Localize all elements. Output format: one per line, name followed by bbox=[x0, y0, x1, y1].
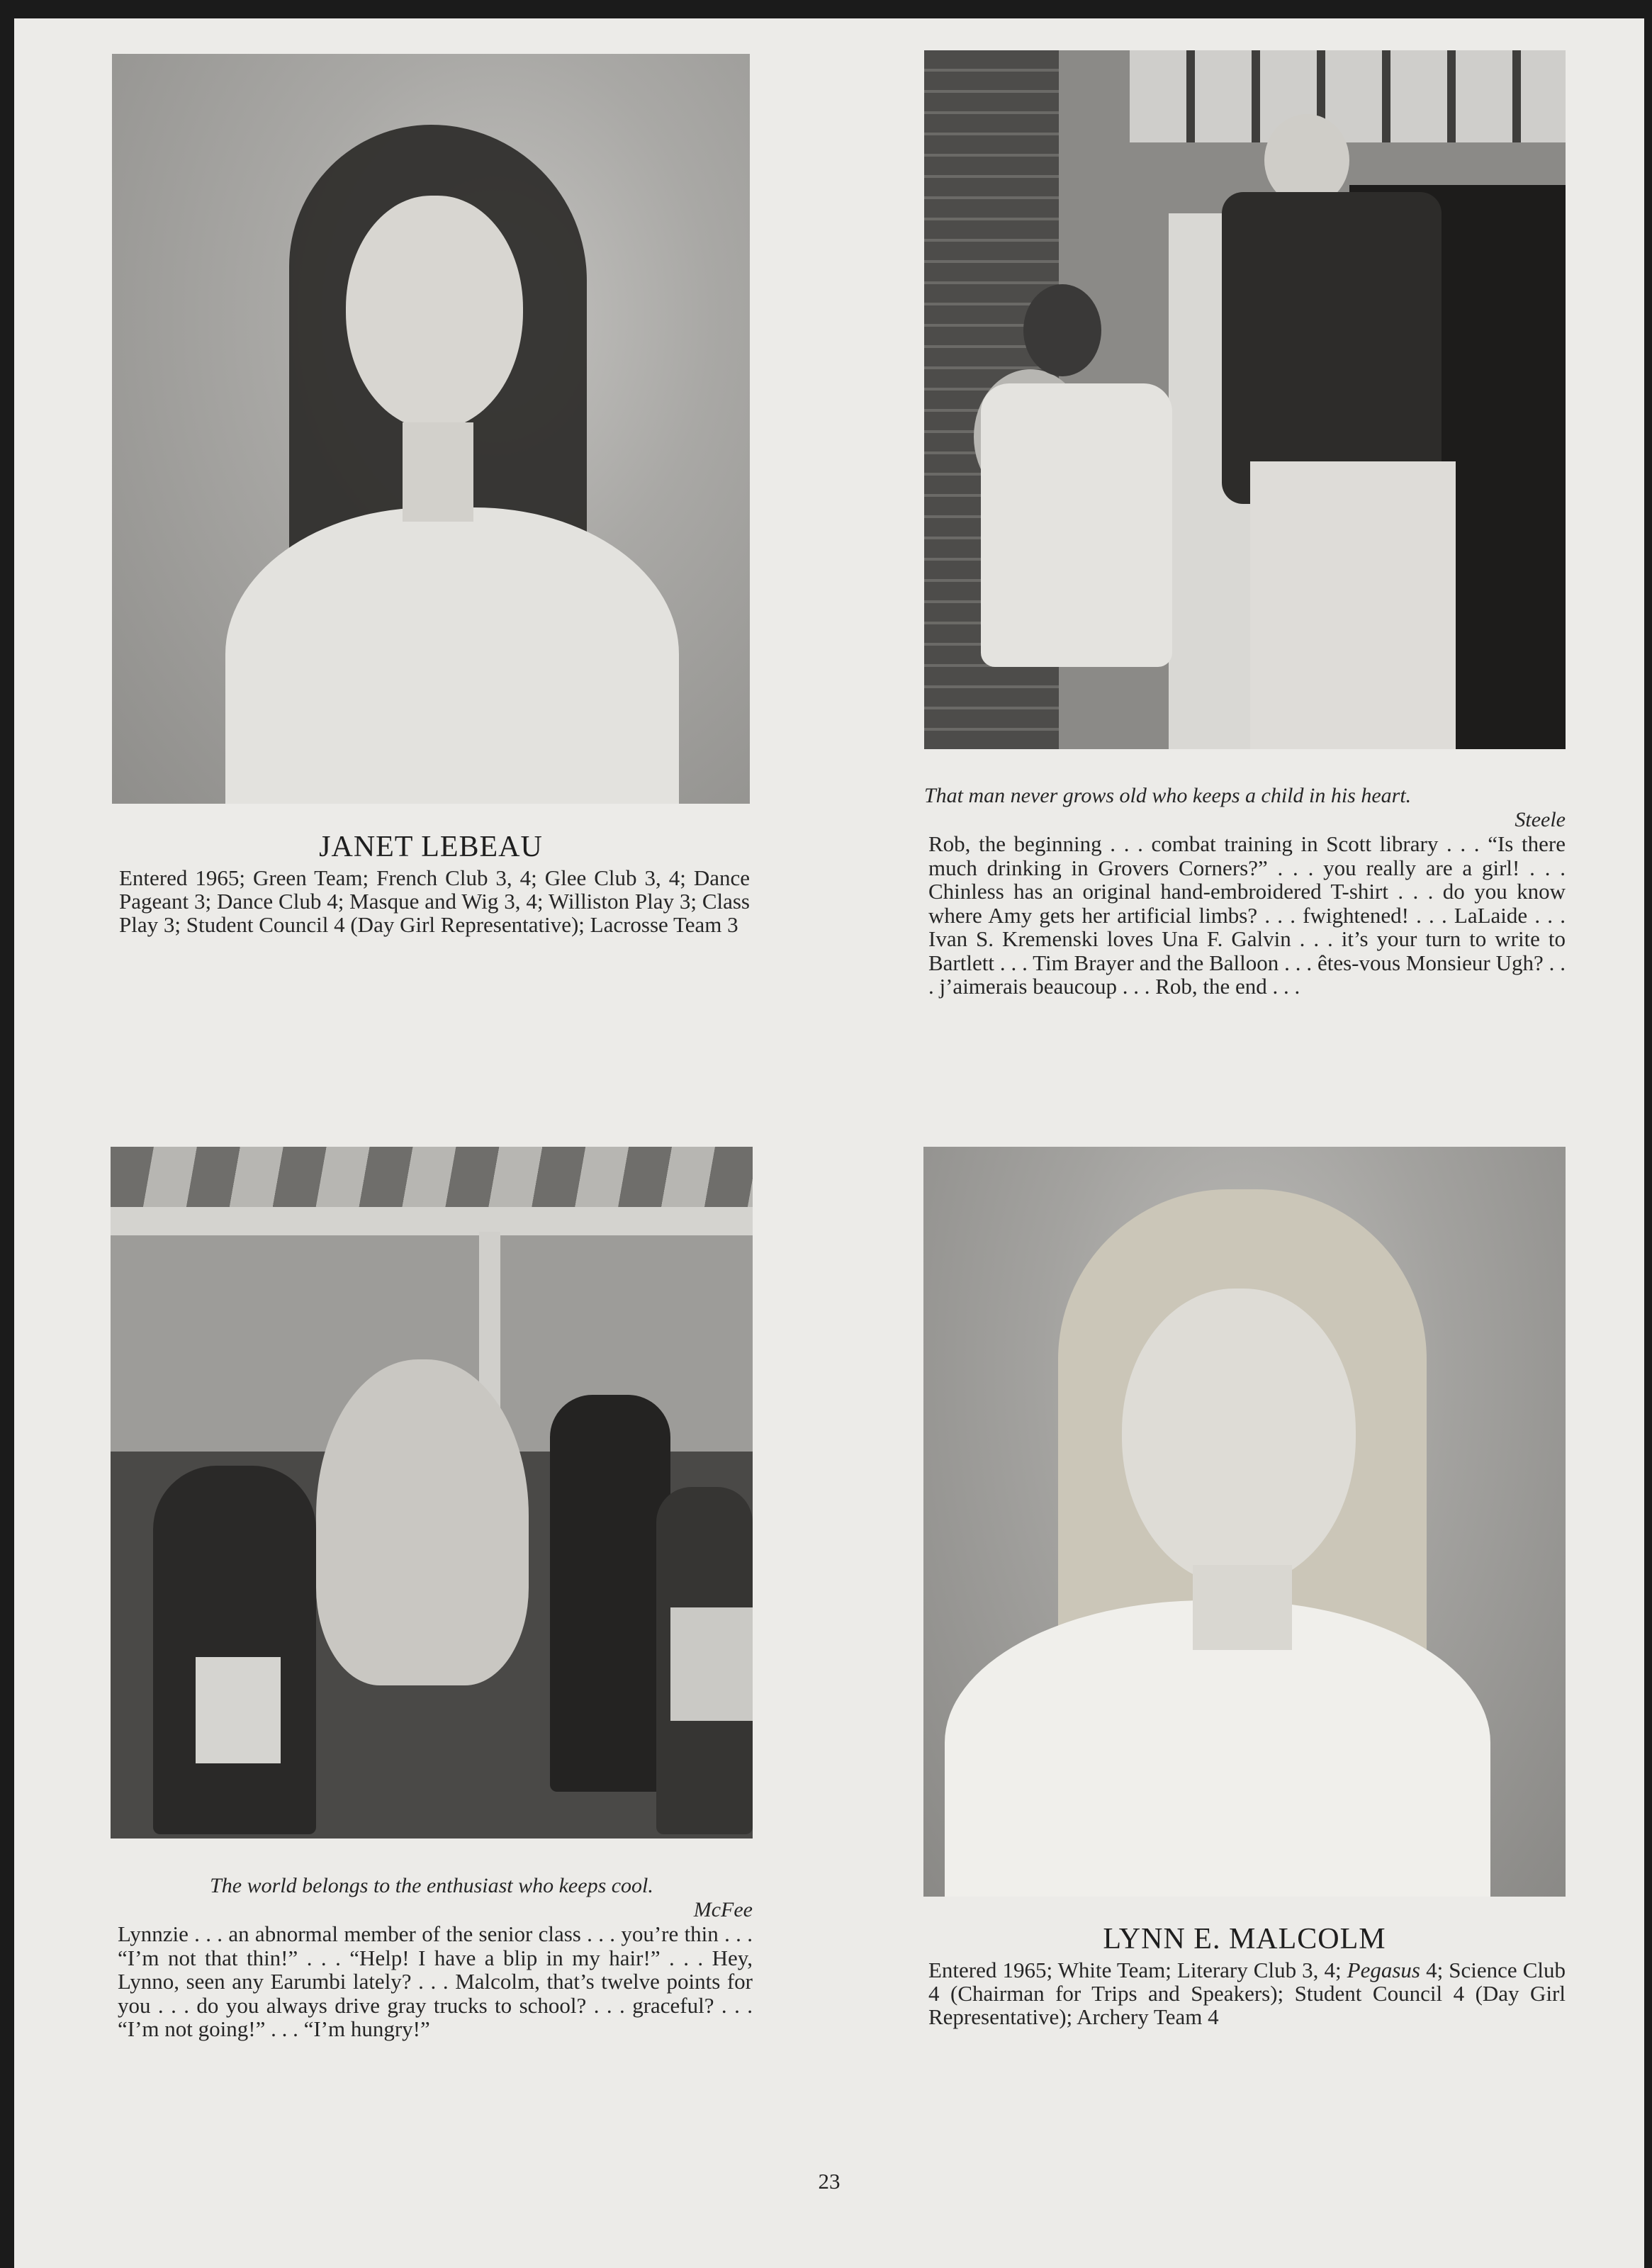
activities-text: Entered 1965; White Team; Literary Club 3, 4; bbox=[928, 1958, 1347, 1982]
quote-attribution: Steele bbox=[1515, 808, 1566, 831]
student-activities: Entered 1965; Green Team; French Club 3, 4; Glee Club 3, 4; Dance Pageant 3; Dance Club 4; Masque and Wig 3, 4; Williston Play 3; Class Play 3; Student Council 4 (Day Girl Representative); Lacrosse Team 3 bbox=[119, 865, 750, 937]
yearbook-page bbox=[14, 18, 1644, 2268]
candid-caption: Lynnzie . . . an abnormal member of the senior class . . . you’re thin . . . “I’m not that thin!” . . . “Help! I have a blip in my hair!” . . . Hey, Lynno, seen any Earumbi lately? . . . Malcolm, that’s twelve points for you . . . do you always drive gray trucks to school? . . . graceful? . . . “I’m not going!” . . . “I’m hungry!” bbox=[118, 1921, 753, 2041]
portrait-photo-janet-lebeau bbox=[112, 54, 750, 804]
candid-photo-lab-bottles bbox=[111, 1147, 753, 1838]
portrait-photo-lynn-malcolm bbox=[923, 1147, 1566, 1897]
candid-photo-couple-doorway bbox=[924, 50, 1566, 749]
student-name: JANET LEBEAU bbox=[319, 831, 543, 863]
candid-quote: The world belongs to the enthusiast who keeps cool. bbox=[210, 1874, 653, 1897]
candid-quote: That man never grows old who keeps a child in his heart. bbox=[924, 784, 1412, 807]
activities-text: 4; Science Club 4 (Chairman for Trips and Speakers); Student Council 4 (Day Girl Representative); Archery Team 4 bbox=[928, 1958, 1566, 2029]
publication-title: Pegasus bbox=[1347, 1958, 1420, 1982]
student-activities bbox=[928, 1958, 1566, 2028]
quote-attribution: McFee bbox=[693, 1898, 753, 1921]
student-name: LYNN E. MALCOLM bbox=[1103, 1923, 1386, 1955]
page-number: 23 bbox=[818, 2169, 841, 2194]
candid-caption: Rob, the beginning . . . combat training in Scott library . . . “Is there much drinking in Grovers Corners?” . . . you really are a girl! . . . Chinless has an original hand-embroidered T-shirt . . . do you know where Amy gets her artificial limbs? . . . fwightened! . . . LaLaide . . . Ivan S. Kremenski loves Una F. Galvin . . . it’s your turn to write to Bartlett . . . Tim Brayer and the Balloon . . . êtes-vous Monsieur Ugh? . . . j’aimerais beaucoup . . . Rob, the end . . . bbox=[928, 831, 1566, 999]
